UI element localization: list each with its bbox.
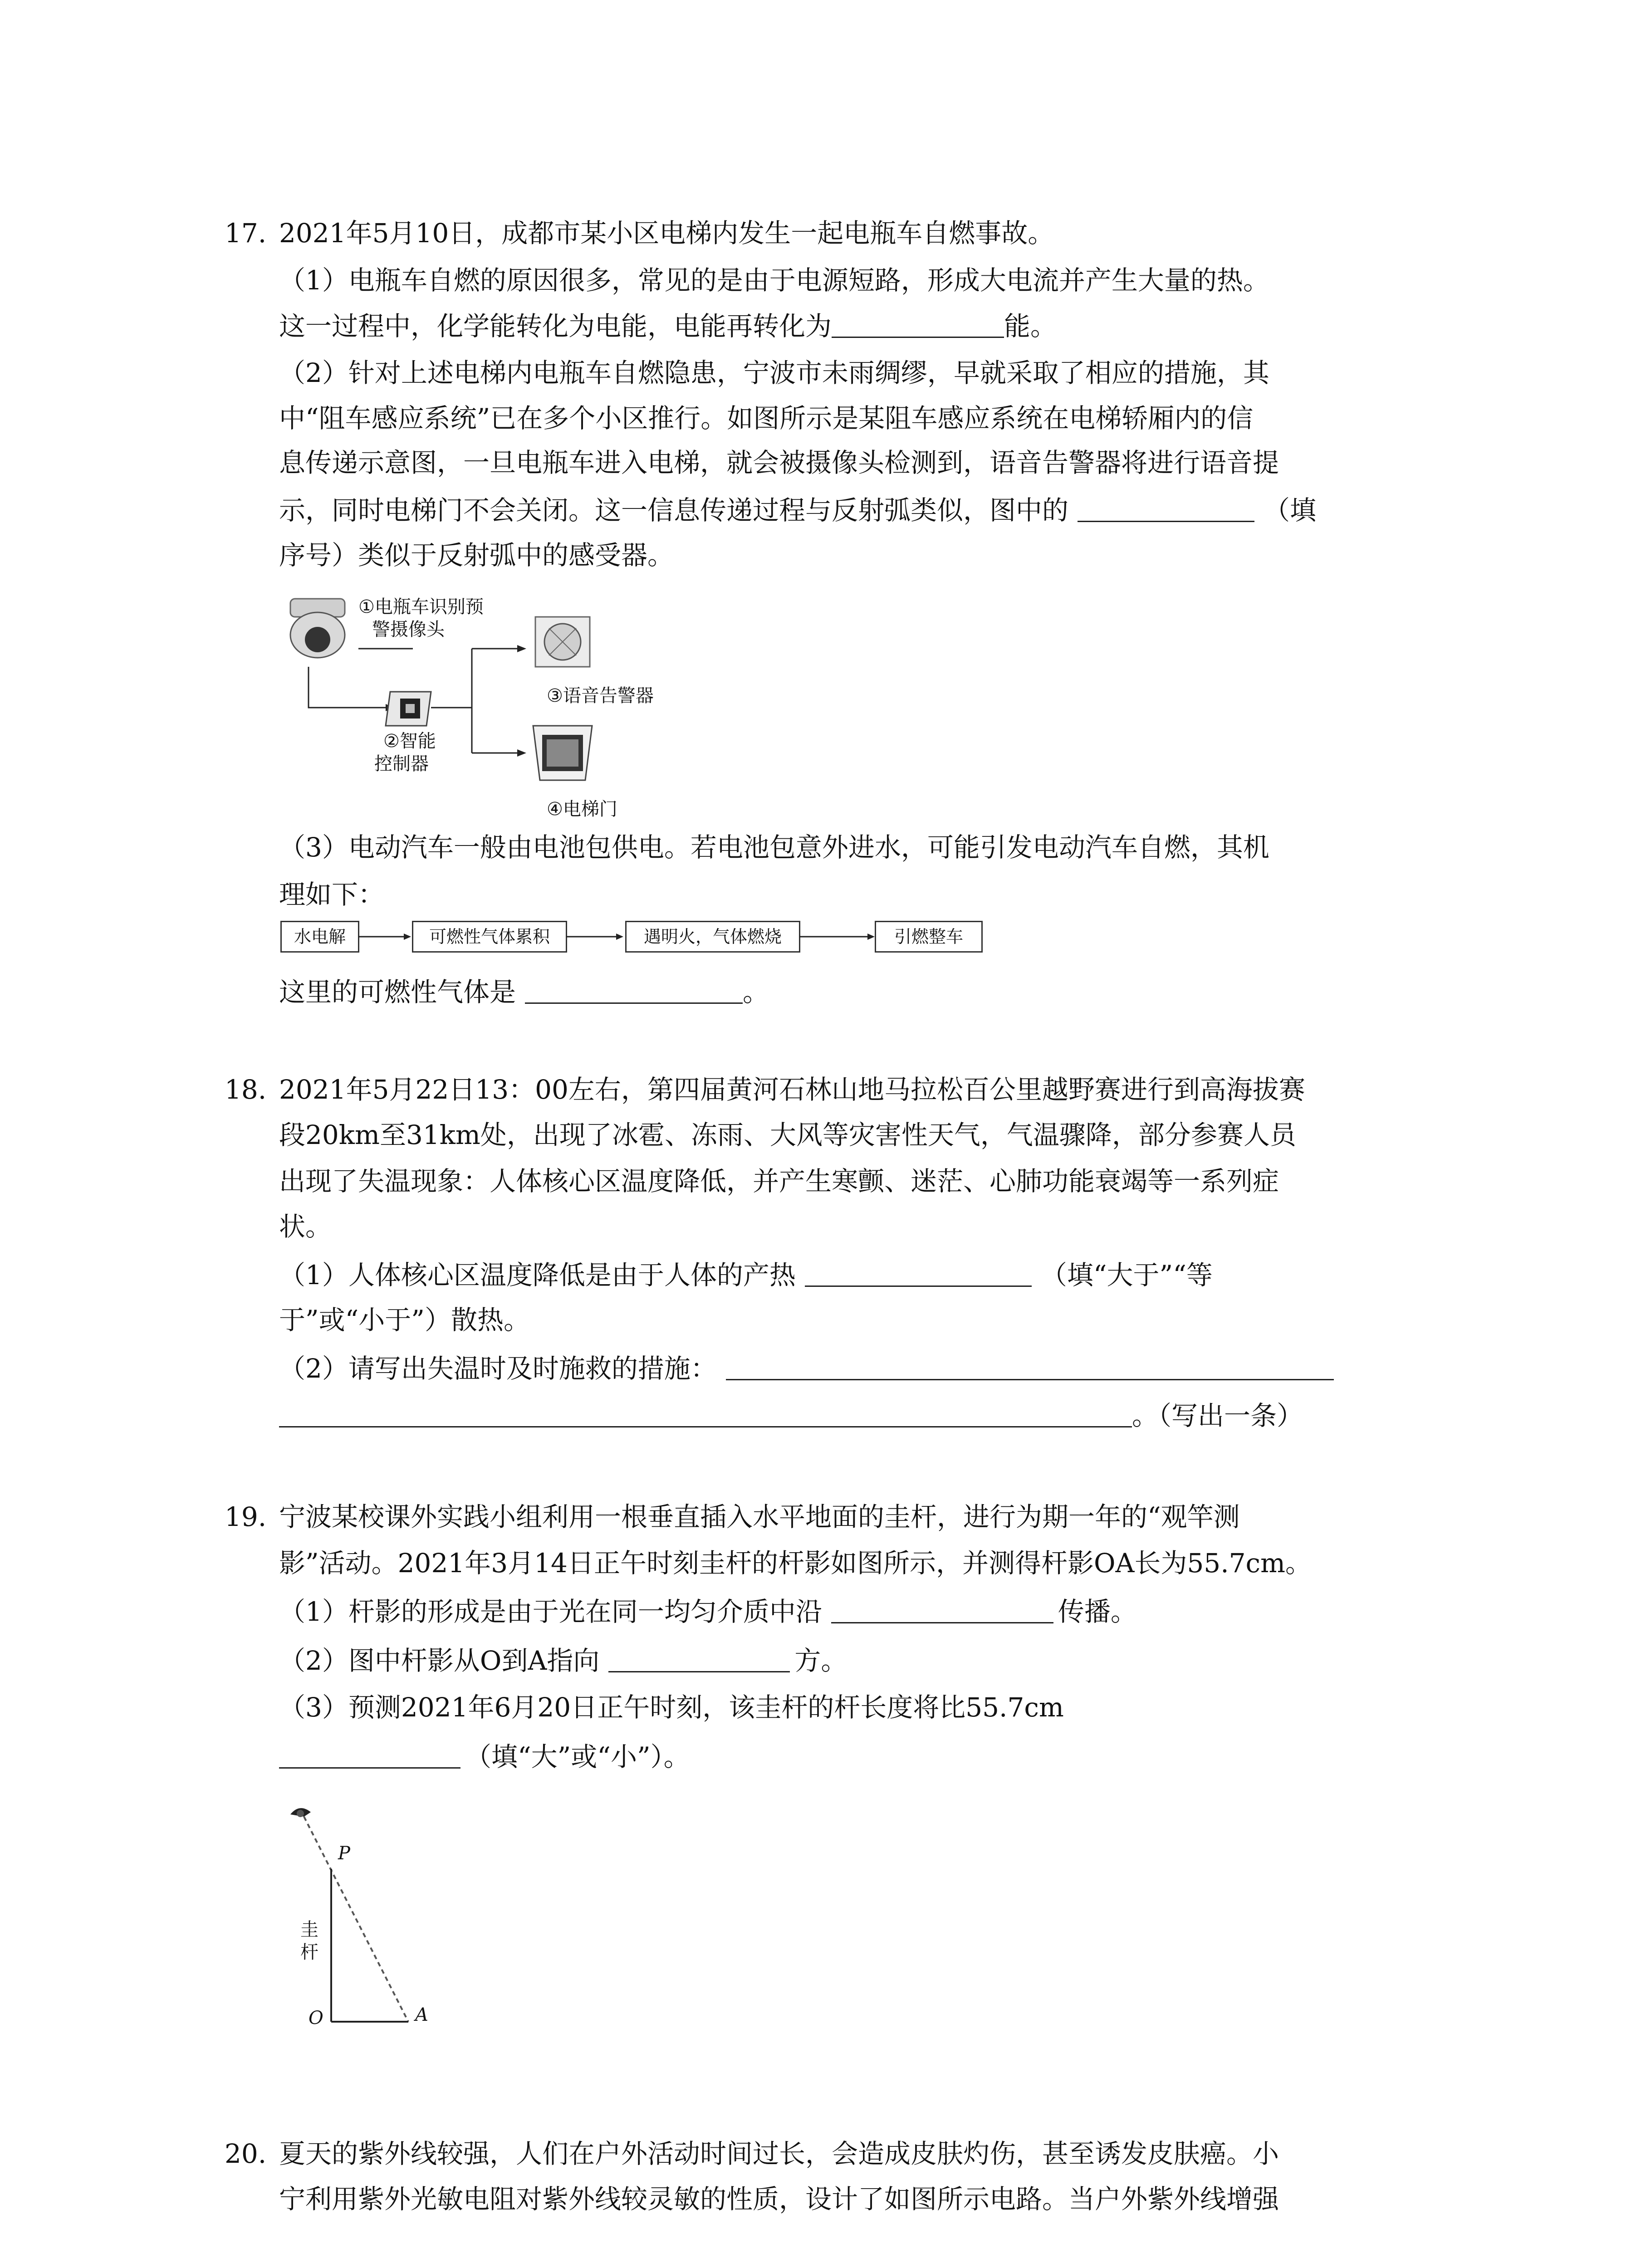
pole-label-2: 杆: [300, 1942, 318, 1963]
q19-stem-line2: 影”活动。2021年3月14日正午时刻圭杆的杆影如图所示，并测得杆影OA长为55.7cm。: [279, 1548, 1312, 1579]
camera-label-2: 警摄像头: [372, 619, 445, 640]
q17-stem: 2021年5月10日，成都市某小区电梯内发生一起电瓶车自燃事故。: [279, 218, 1054, 249]
q17-part2-line2: 中“阻车感应系统”已在多个小区推行。如图所示是某阻车感应系统在电梯轿厢内的信: [279, 403, 1254, 434]
question-17-number: 17.: [225, 218, 267, 249]
flow-step-3: 遇明火，气体燃烧: [625, 921, 800, 953]
controller-icon: [386, 692, 431, 726]
question-19-number: 19.: [225, 1501, 267, 1532]
q19-stem-line1: 宁波某校课外实践小组利用一根垂直插入水平地面的圭杆，进行为期一年的“观竿测: [279, 1501, 1240, 1532]
q17-answer-blank-3[interactable]: [525, 975, 743, 1004]
q18-stem-line3: 出现了失温现象：人体核心区温度降低，并产生寒颤、迷茫、心肺功能衰竭等一系列症: [279, 1166, 1279, 1197]
q17-part1-line1: （1）电瓶车自燃的原因很多，常见的是由于电源短路，形成大电流并产生大量的热。: [279, 265, 1269, 296]
q19-part2-suffix: 方。: [794, 1645, 847, 1676]
sun-icon: [290, 1808, 311, 1817]
q17-part3-line1: （3）电动汽车一般由电池包供电。若电池包意外进水，可能引发电动汽车自燃，其机: [279, 832, 1269, 863]
flow-step-4: 引燃整车: [875, 921, 983, 953]
alarm-label: ③语音告警器: [547, 685, 654, 706]
q17-part2-line4: [279, 494, 1316, 527]
q18-part2-suffix: 。（写出一条）: [1132, 1400, 1303, 1431]
point-a-label: A: [415, 2004, 428, 2025]
q19-part3-line1: （3）预测2021年6月20日正午时刻，该圭杆的杆长度将比55.7cm: [279, 1692, 1064, 1723]
q18-part1-text: （1）人体核心区温度降低是由于人体的产热: [279, 1260, 796, 1290]
q20-stem-line2: 宁利用紫外光敏电阻对紫外线较灵敏的性质，设计了如图所示电路。当户外紫外线增强: [279, 2184, 1279, 2214]
q19-part1-suffix: 传播。: [1058, 1596, 1137, 1627]
q17-part1-text: 这一过程中，化学能转化为电能，电能再转化为: [279, 311, 832, 342]
point-p-label: P: [338, 1843, 350, 1864]
pole-label-1: 圭: [300, 1919, 318, 1940]
q17-answer-blank-1[interactable]: [832, 309, 1004, 338]
flow-arrow-1: [358, 930, 413, 943]
q19-part2-text: （2）图中杆影从O到A指向: [279, 1645, 600, 1676]
camera-label-1: ①电瓶车识别预: [358, 596, 484, 617]
q18-part2-line2: [279, 1399, 1303, 1432]
question-18-number: 18.: [225, 1074, 267, 1105]
flow-arrow-3: [799, 930, 877, 943]
q19-part3-suffix: （填“大”或“小”）。: [465, 1741, 690, 1772]
point-o-label: O: [309, 2008, 323, 2028]
q19-part1-text: （1）杆影的形成是由于光在同一均匀介质中沿: [279, 1596, 822, 1627]
q19-part3-line2: [279, 1740, 690, 1773]
q18-stem-line1: 2021年5月22日13：00左右，第四届黄河石林山地马拉松百公里越野赛进行到高海拔赛: [279, 1074, 1305, 1105]
q19-part1: [279, 1595, 1137, 1628]
q18-stem-line2: 段20km至31km处，出现了冰雹、冻雨、大风等灾害性天气，气温骤降，部分参赛人员: [279, 1119, 1296, 1150]
q17-part1-line2: [279, 309, 1057, 342]
q17-answer-blank-2[interactable]: [1078, 494, 1254, 522]
flow-step-2: 可燃性气体累积: [412, 921, 567, 953]
flow-step-1: 水电解: [280, 921, 359, 953]
alarm-speaker-icon: [535, 617, 590, 667]
q18-part1-line2: 于”或“小于”）散热。: [279, 1305, 530, 1335]
q19-answer-blank-2[interactable]: [608, 1644, 790, 1672]
question-20-number: 20.: [225, 2138, 267, 2169]
q17-part3-line3: [279, 975, 769, 1008]
door-label: ④电梯门: [547, 799, 617, 820]
q19-answer-blank-1[interactable]: [831, 1595, 1053, 1623]
q18-answer-blank-2a[interactable]: [726, 1352, 1334, 1380]
q17-part2-line1: （2）针对上述电梯内电瓶车自燃隐患，宁波市未雨绸缪，早就采取了相应的措施，其: [279, 357, 1269, 388]
controller-label-1: ②智能: [383, 731, 436, 752]
q17-part1-suffix: 能。: [1004, 311, 1057, 342]
q18-answer-blank-2b[interactable]: [279, 1399, 1132, 1427]
q17-part3-text: 这里的可燃性气体是: [279, 977, 516, 1007]
elevator-door-icon: [533, 726, 592, 780]
q19-part2: [279, 1644, 847, 1677]
q17-part2-text: 示，同时电梯门不会关闭。这一信息传递过程与反射弧类似，图中的: [279, 495, 1069, 526]
q18-answer-blank-1[interactable]: [805, 1258, 1032, 1287]
elevator-system-diagram: [281, 590, 690, 826]
q18-part1-line1: [279, 1258, 1213, 1291]
q19-answer-blank-3[interactable]: [279, 1740, 460, 1769]
q18-part2-line1: [279, 1352, 1334, 1385]
q18-part1-suffix: （填“大于”“等: [1040, 1260, 1213, 1290]
light-ray: [304, 1817, 408, 2022]
q17-part3-line2: 理如下：: [279, 879, 385, 910]
q17-part2-line3: 息传递示意图，一旦电瓶车进入电梯，就会被摄像头检测到，语音告警器将进行语音提: [279, 447, 1279, 478]
flow-arrow-2: [566, 930, 625, 943]
q20-stem-line1: 夏天的紫外线较强，人们在户外活动时间过长，会造成皮肤灼伤，甚至诱发皮肤癌。小: [279, 2138, 1279, 2169]
camera-icon: [290, 599, 345, 658]
q17-part3-suffix: 。: [743, 977, 769, 1007]
q17-part2-line5: 序号）类似于反射弧中的感受器。: [279, 540, 674, 571]
q18-part2-text: （2）请写出失温时及时施救的措施：: [279, 1353, 717, 1384]
controller-label-2: 控制器: [374, 753, 429, 774]
q17-part2-suffix: （填: [1264, 495, 1317, 526]
q18-stem-line4: 状。: [279, 1211, 332, 1242]
